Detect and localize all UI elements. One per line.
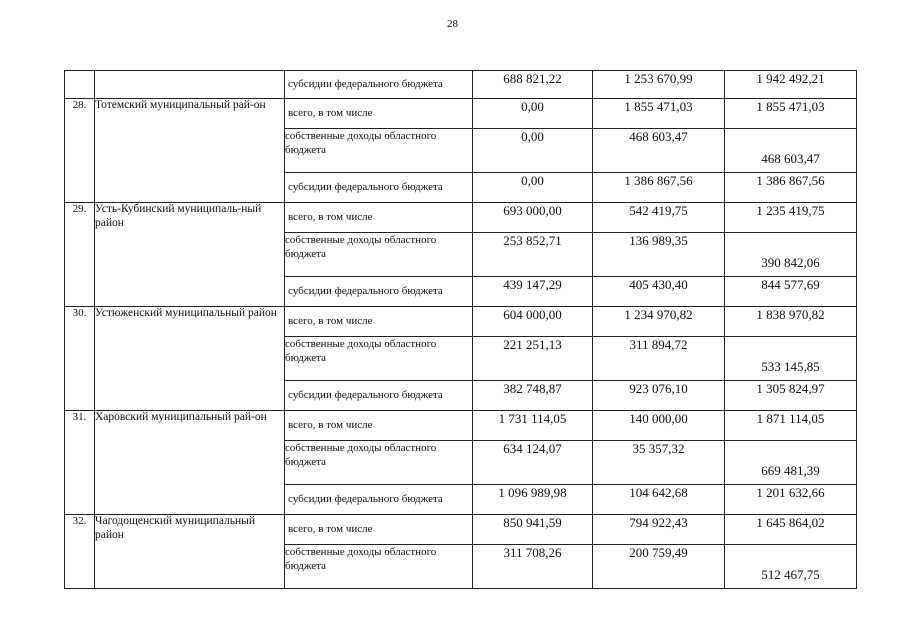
value-cell: 923 076,10	[593, 381, 725, 411]
value-cell: 1 731 114,05	[473, 411, 593, 441]
category-label: всего, в том числе	[285, 203, 473, 233]
value-cell: 1 942 492,21	[725, 71, 857, 99]
category-label: субсидии федерального бюджета	[285, 71, 473, 99]
category-label: субсидии федерального бюджета	[285, 381, 473, 411]
value-cell: 542 419,75	[593, 203, 725, 233]
category-label: субсидии федерального бюджета	[285, 485, 473, 515]
value-cell: 844 577,69	[725, 277, 857, 307]
value-cell: 0,00	[473, 173, 593, 203]
district-name: Усть-Кубинский муниципаль-ный район	[95, 203, 285, 307]
value-cell: 1 096 989,98	[473, 485, 593, 515]
value-cell: 604 000,00	[473, 307, 593, 337]
value-cell: 200 759,49	[593, 545, 725, 589]
budget-table	[64, 70, 857, 589]
category-label: собственные доходы областного бюджета	[285, 233, 473, 277]
value-cell: 1 201 632,66	[725, 485, 857, 515]
row-number-cell	[65, 71, 95, 99]
value-cell: 1 235 419,75	[725, 203, 857, 233]
row-number: 31.	[65, 411, 95, 515]
value-cell: 634 124,07	[473, 441, 593, 485]
value-cell: 693 000,00	[473, 203, 593, 233]
value-cell: 0,00	[473, 99, 593, 129]
district-name: Чагодощенский муниципальный район	[95, 515, 285, 589]
value-cell: 253 852,71	[473, 233, 593, 277]
row-number: 28.	[65, 99, 95, 203]
value-cell: 669 481,39	[725, 441, 857, 485]
value-cell: 1 855 471,03	[593, 99, 725, 129]
value-cell: 1 386 867,56	[725, 173, 857, 203]
value-cell: 1 253 670,99	[593, 71, 725, 99]
table-row	[65, 411, 857, 441]
category-label: всего, в том числе	[285, 99, 473, 129]
value-cell: 311 894,72	[593, 337, 725, 381]
value-cell: 136 989,35	[593, 233, 725, 277]
value-cell: 390 842,06	[725, 233, 857, 277]
category-label: собственные доходы областного бюджета	[285, 441, 473, 485]
value-cell: 439 147,29	[473, 277, 593, 307]
value-cell: 405 430,40	[593, 277, 725, 307]
district-name: Устюженский муниципальный район	[95, 307, 285, 411]
district-name: Тотемский муниципальный рай-он	[95, 99, 285, 203]
value-cell: 0,00	[473, 129, 593, 173]
category-label: субсидии федерального бюджета	[285, 173, 473, 203]
table-row	[65, 99, 857, 129]
district-name-cell	[95, 71, 285, 99]
value-cell: 1 838 970,82	[725, 307, 857, 337]
district-name: Харовский муниципальный рай-он	[95, 411, 285, 515]
value-cell: 533 145,85	[725, 337, 857, 381]
value-cell: 512 467,75	[725, 545, 857, 589]
value-cell: 794 922,43	[593, 515, 725, 545]
table-row	[65, 515, 857, 545]
value-cell: 1 234 970,82	[593, 307, 725, 337]
category-label: всего, в том числе	[285, 515, 473, 545]
category-label: собственные доходы областного бюджета	[285, 545, 473, 589]
table-row	[65, 71, 857, 99]
row-number: 30.	[65, 307, 95, 411]
value-cell: 1 855 471,03	[725, 99, 857, 129]
value-cell: 35 357,32	[593, 441, 725, 485]
value-cell: 468 603,47	[725, 129, 857, 173]
category-label: собственные доходы областного бюджета	[285, 337, 473, 381]
value-cell: 1 305 824,97	[725, 381, 857, 411]
value-cell: 311 708,26	[473, 545, 593, 589]
value-cell: 468 603,47	[593, 129, 725, 173]
value-cell: 221 251,13	[473, 337, 593, 381]
table-row	[65, 203, 857, 233]
page-number: 28	[447, 18, 458, 30]
value-cell: 104 642,68	[593, 485, 725, 515]
value-cell: 1 871 114,05	[725, 411, 857, 441]
table-row	[65, 307, 857, 337]
value-cell: 382 748,87	[473, 381, 593, 411]
value-cell: 1 645 864,02	[725, 515, 857, 545]
value-cell: 850 941,59	[473, 515, 593, 545]
category-label: собственные доходы областного бюджета	[285, 129, 473, 173]
category-label: всего, в том числе	[285, 411, 473, 441]
value-cell: 688 821,22	[473, 71, 593, 99]
category-label: субсидии федерального бюджета	[285, 277, 473, 307]
category-label: всего, в том числе	[285, 307, 473, 337]
row-number: 29.	[65, 203, 95, 307]
value-cell: 140 000,00	[593, 411, 725, 441]
value-cell: 1 386 867,56	[593, 173, 725, 203]
row-number: 32.	[65, 515, 95, 589]
